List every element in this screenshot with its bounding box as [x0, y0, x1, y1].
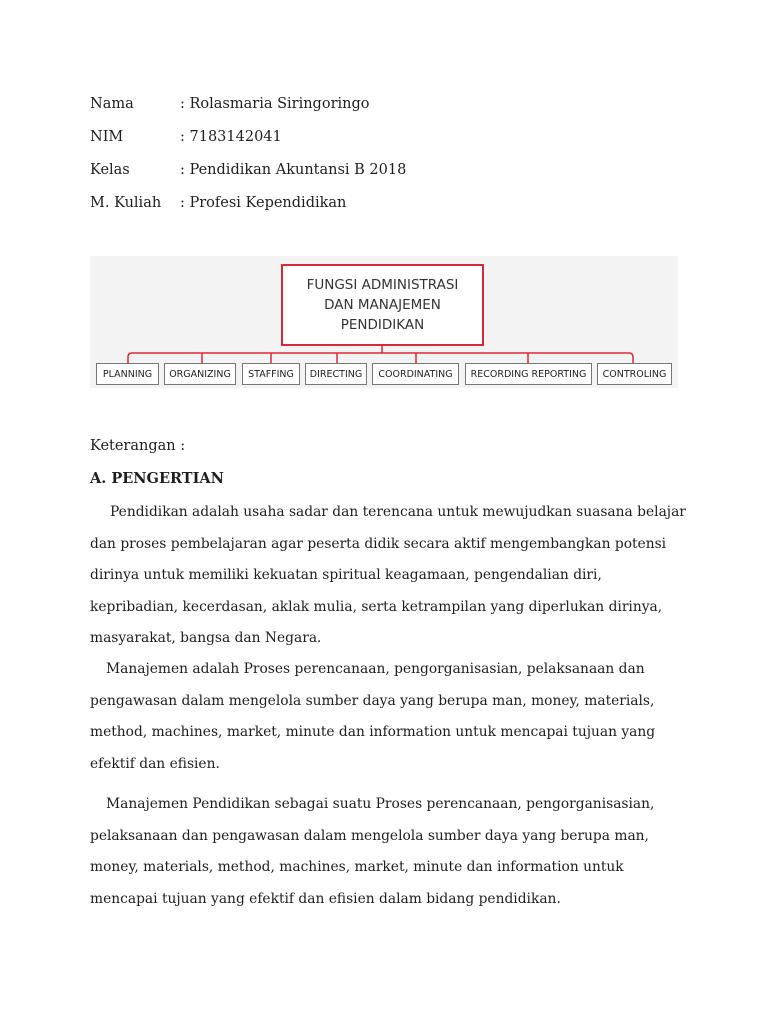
diagram-title-line: DAN MANAJEMEN — [324, 297, 441, 313]
section-title: A. PENGERTIAN — [90, 470, 224, 487]
keterangan-label: Keterangan : — [90, 438, 186, 454]
diagram-title-box — [281, 264, 484, 346]
meta-value: : 7183142041 — [180, 129, 282, 145]
meta-value: : Rolasmaria Siringoringo — [180, 96, 370, 112]
meta-label: Kelas — [90, 162, 130, 178]
function-box-directing: DIRECTING — [305, 363, 367, 385]
paragraph-manajemen — [90, 654, 690, 780]
paragraph-text: Manajemen adalah Proses perencanaan, pengorganisasian, pelaksanaan dan pengawasan dalam mengelola sumber daya yang berupa man, money, materials, method, machines, market, minute dan information untuk mencapai tujuan yang efektif dan efisien. — [90, 661, 656, 772]
meta-label: M. Kuliah — [90, 195, 162, 211]
paragraph-text: Manajemen Pendidikan sebagai suatu Proses perencanaan, pengorganisasian, pelaksanaan dan pengawasan dalam mengelola sumber daya yang berupa man, money, materials, method, machines, market, minute dan information untuk mencapai tujuan yang efektif dan efisien dalam bidang pendidikan. — [90, 796, 655, 907]
meta-value: : Profesi Kependidikan — [180, 195, 347, 211]
function-box-controling: CONTROLING — [597, 363, 672, 385]
org-diagram — [90, 256, 678, 388]
function-box-planning: PLANNING — [96, 363, 159, 385]
paragraph-manajemen-pendidikan — [90, 789, 690, 915]
meta-row-kuliah — [90, 193, 346, 213]
diagram-title-line: FUNGSI ADMINISTRASI — [306, 277, 459, 293]
meta-row-kelas — [90, 160, 406, 180]
function-box-organizing: ORGANIZING — [164, 363, 236, 385]
paragraph-text: Pendidikan adalah usaha sadar dan terencana untuk mewujudkan suasana belajar dan proses pembelajaran agar peserta didik secara aktif mengembangkan potensi dirinya untuk memiliki kekuatan spiritual keagamaan, pengendalian diri, kepribadian, kecerdasan, aklak mulia, serta ketrampilan yang diperlukan dirinya, masyarakat, bangsa dan Negara. — [90, 504, 686, 646]
paragraph-pendidikan — [90, 497, 690, 655]
function-box-coordinating: COORDINATING — [372, 363, 459, 385]
meta-label: Nama — [90, 96, 134, 112]
function-box-recording-reporting: RECORDING REPORTING — [465, 363, 592, 385]
meta-row-nim — [90, 127, 282, 147]
meta-row-nama — [90, 94, 370, 114]
meta-value: : Pendidikan Akuntansi B 2018 — [180, 162, 407, 178]
meta-label: NIM — [90, 129, 124, 145]
function-box-staffing: STAFFING — [242, 363, 300, 385]
diagram-title-line: PENDIDIKAN — [340, 317, 425, 333]
